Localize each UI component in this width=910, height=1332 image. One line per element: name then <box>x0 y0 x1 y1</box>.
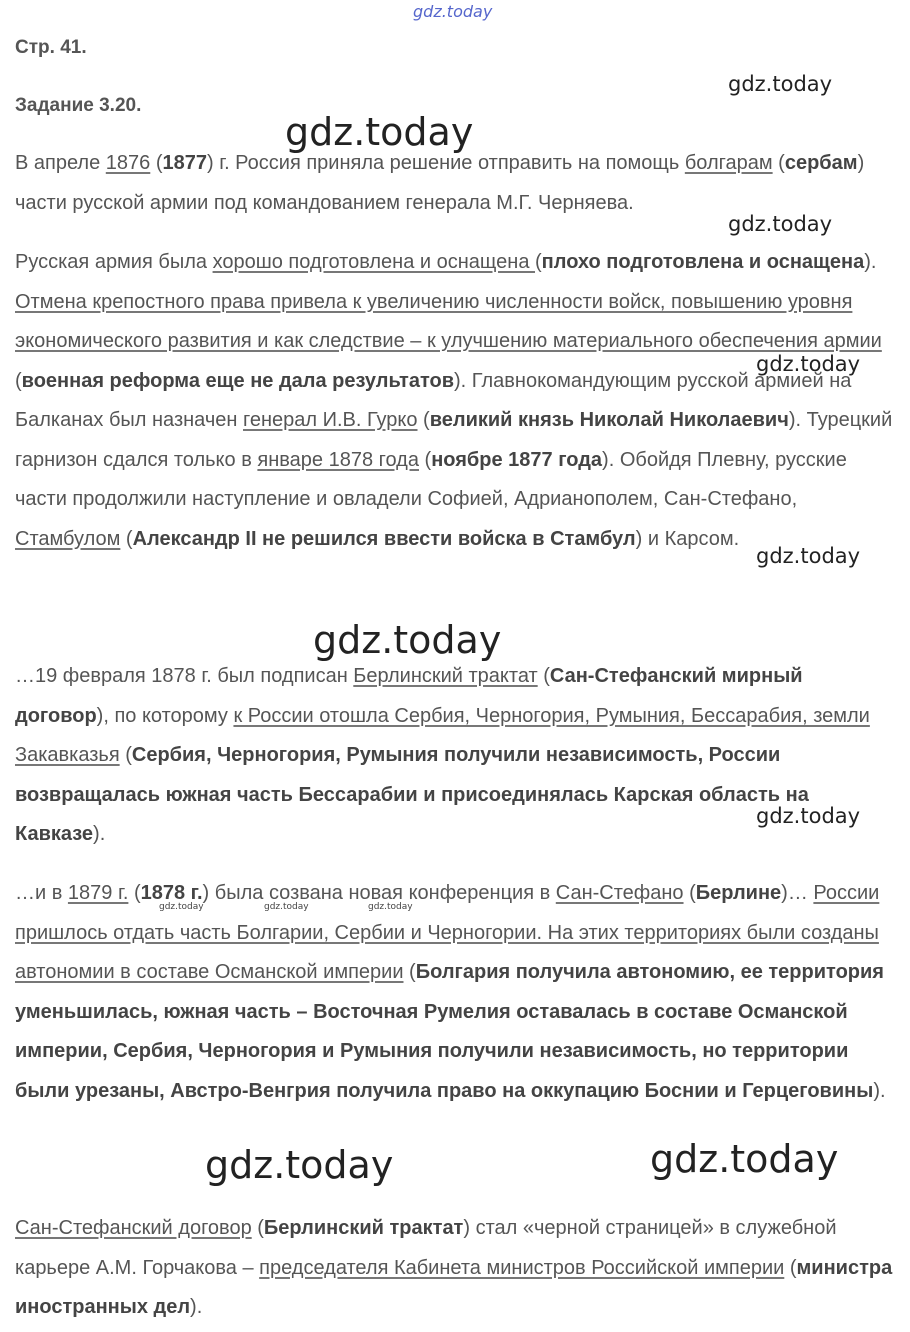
watermark-top: gdz.today <box>413 2 493 21</box>
underlined-answer: Берлинский трактат <box>353 665 538 687</box>
watermark-tiny: gdz.today <box>159 902 204 912</box>
bold-correction: военная реформа еще не дала результатов <box>21 369 454 392</box>
underlined-answer: генерал И.В. Гурко <box>243 409 418 431</box>
bold-correction: ноябре 1877 года <box>431 448 603 471</box>
watermark: gdz.today <box>728 72 833 96</box>
text-segment: ). <box>93 823 106 845</box>
watermark: gdz.today <box>756 352 861 376</box>
text-segment: ) стал «черной страницей» в служебной карьере А.М. Горчакова – <box>15 1217 837 1279</box>
underlined-answer: к России отошла Сербия, Черногория, Румыния, Бессарабия, земли Закавказья <box>15 704 870 766</box>
text-segment: Русская армия была <box>15 251 213 273</box>
text-segment: ( <box>15 369 22 392</box>
underlined-answer: январе 1878 года <box>257 448 419 471</box>
text-segment: ) и Карсом. <box>635 527 740 550</box>
text-segment: ( <box>417 409 430 431</box>
bold-correction: Сербия, Черногория, Румыния получили независимость, России возвращалась южная часть Бессарабии и присоединялась Карская область на Кавказе <box>15 744 809 845</box>
underlined-answer: хорошо подготовлена и оснащена <box>212 251 535 273</box>
bold-correction: великий князь Николай Николаевич <box>429 409 789 431</box>
underlined-answer: Отмена крепостного права привела к увеличению численности войск, повышению уровня экономического развития и как следствие – к улучшению материального обеспечения армии <box>15 290 882 352</box>
underlined-answer: 1876 <box>105 152 151 174</box>
text-segment: ). <box>864 251 877 273</box>
task-title: Задание 3.20. <box>15 95 142 116</box>
watermark: gdz.today <box>205 1143 394 1187</box>
text-segment: ( <box>683 882 696 904</box>
text-segment: ), по которому <box>96 704 234 727</box>
bold-correction: сербам <box>784 152 858 174</box>
text-segment: ( <box>251 1217 264 1239</box>
text-segment: )… <box>781 882 814 904</box>
paragraph-4 <box>15 874 900 1111</box>
text-segment: ) части русской армии под командованием генерала М.Г. Черняева. <box>15 152 865 214</box>
bold-correction: 1878 г. <box>140 882 203 904</box>
text-segment: ( <box>537 665 550 687</box>
watermark: gdz.today <box>728 212 833 236</box>
text-segment: В апреле <box>15 152 106 174</box>
bold-correction: плохо подготовлена и оснащена <box>541 251 865 273</box>
underlined-answer: председателя Кабинета министров Российской империи <box>259 1256 785 1279</box>
watermark-tiny: gdz.today <box>368 902 413 912</box>
text-segment: ). Обойдя Плевну, русские части продолжили наступление и овладели Софией, Адрианополем, Сан-Стефано, <box>15 448 847 510</box>
text-segment: ( <box>772 152 785 174</box>
underlined-answer: Сан-Стефанский договор <box>15 1217 252 1239</box>
watermark: gdz.today <box>756 544 861 568</box>
watermark-tiny: gdz.today <box>264 902 309 912</box>
text-segment: ( <box>128 882 141 904</box>
underlined-answer: России пришлось отдать часть Болгарии, Сербии и Черногории. На этих территориях были созданы автономии в составе Османской империи <box>15 882 880 983</box>
bold-correction: 1877 <box>162 152 207 174</box>
page-number: Стр. 41. <box>15 37 87 58</box>
text-segment: …и в <box>15 882 68 904</box>
text-segment: ( <box>120 527 133 550</box>
text-segment: ) г. Россия приняла решение отправить на помощь <box>207 152 685 174</box>
bold-correction: Болгария получила автономию, ее территория уменьшилась, южная часть – Восточная Румелия оставалась в составе Османской империи, Сербия, Черногория и Румыния получили независимость, но территории были урезаны, Австро-Венгрия получила право на оккупацию Боснии и Герцеговины <box>15 961 884 1102</box>
text-segment: ( <box>418 448 432 471</box>
watermark: gdz.today <box>650 1137 839 1181</box>
text-segment: ( <box>784 1256 797 1279</box>
text-segment: ). <box>190 1296 203 1318</box>
bold-correction: министра иностранных дел <box>15 1256 893 1318</box>
paragraph-3 <box>15 657 900 855</box>
underlined-answer: Сан-Стефано <box>555 882 684 904</box>
paragraph-1 <box>15 144 900 223</box>
text-segment: ) была созвана новая конференция в <box>202 882 556 904</box>
paragraph-5 <box>15 1209 900 1328</box>
text-segment: …19 февраля 1878 г. был подписан <box>15 665 354 687</box>
bold-correction: Сан-Стефанский мирный договор <box>15 665 803 727</box>
paragraph-2 <box>15 243 900 559</box>
bold-correction: Александр II не решился ввести войска в Стамбул <box>132 527 636 550</box>
watermark: gdz.today <box>313 618 502 662</box>
text-segment: ). Главнокомандующим русской армией на Балканах был назначен <box>15 369 852 431</box>
bold-correction: Берлинский трактат <box>263 1217 464 1239</box>
text-segment: ( <box>150 152 163 174</box>
underlined-answer: 1879 г. <box>67 882 129 904</box>
text-segment: ). <box>873 1079 886 1102</box>
text-segment: ( <box>403 961 416 983</box>
underlined-answer: болгарам <box>684 152 773 174</box>
underlined-answer: Стамбулом <box>15 527 121 550</box>
text-segment: ( <box>119 744 132 766</box>
text-segment: ). Турецкий гарнизон сдался только в <box>15 409 893 471</box>
watermark: gdz.today <box>756 804 861 828</box>
watermark: gdz.today <box>285 110 474 154</box>
text-segment: ( <box>535 251 542 273</box>
bold-correction: Берлине <box>695 882 782 904</box>
